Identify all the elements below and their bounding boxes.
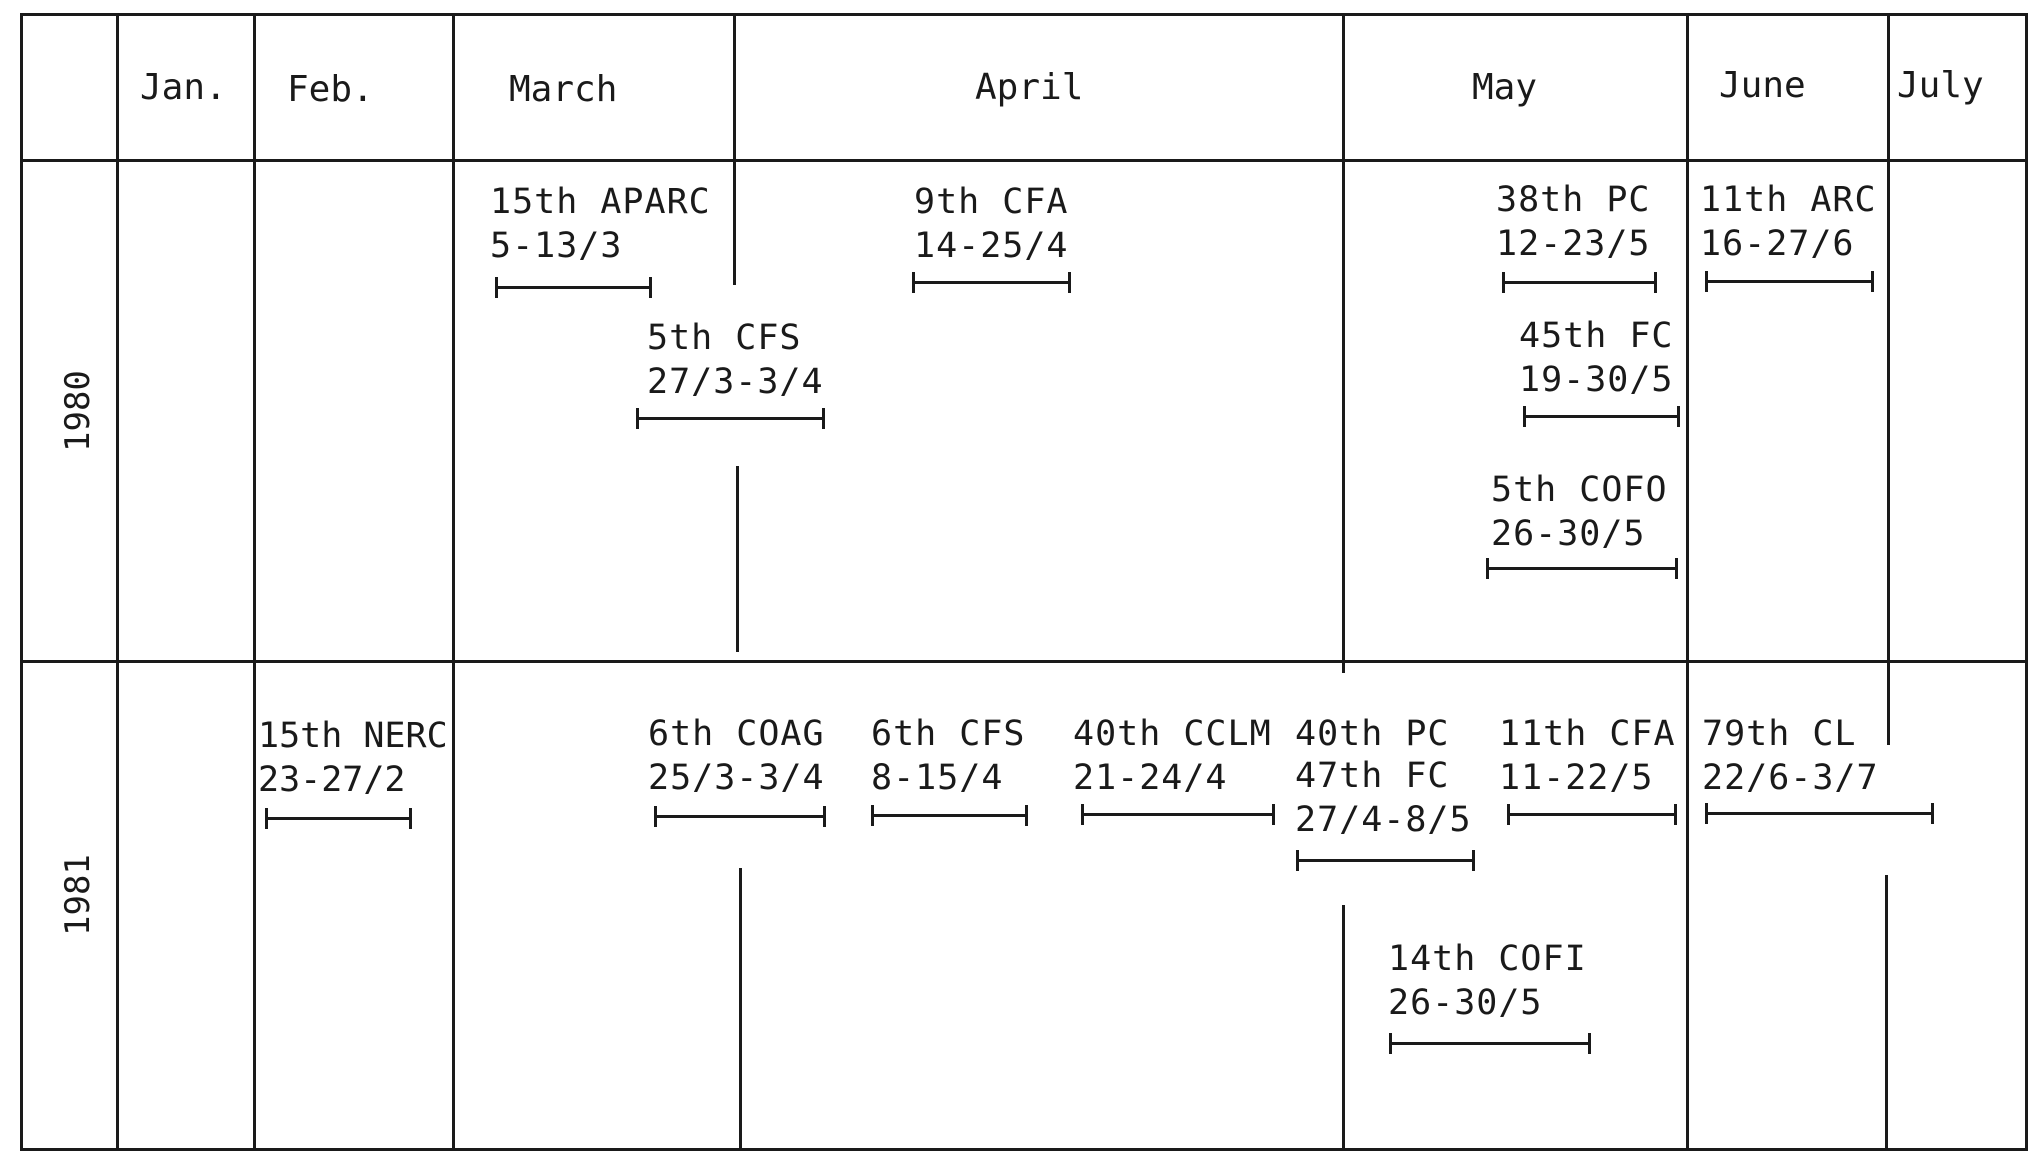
event-15th-nerc bbox=[258, 714, 448, 802]
event-dates: 27/4-8/5 bbox=[1295, 800, 1472, 840]
event-name: 14th COFI bbox=[1388, 939, 1587, 979]
event-dates: 27/3-3/4 bbox=[647, 362, 824, 402]
column-divider-may-june bbox=[1686, 13, 1689, 1151]
event-15th-aparc bbox=[490, 180, 711, 268]
event-duration-bar bbox=[496, 286, 651, 289]
event-duration-bar bbox=[1487, 567, 1677, 570]
event-duration-bar bbox=[913, 281, 1070, 284]
event-dates: 19-30/5 bbox=[1519, 360, 1674, 400]
event-duration-bar bbox=[872, 814, 1027, 817]
frame-right-border bbox=[2025, 13, 2028, 1151]
event-duration-bar bbox=[637, 417, 824, 420]
column-divider-march-april bbox=[733, 13, 736, 285]
month-header-may: May bbox=[1472, 67, 1538, 108]
event-name: 45th FC bbox=[1519, 316, 1674, 356]
column-divider-april-may bbox=[1342, 13, 1345, 673]
frame-left-border bbox=[20, 13, 23, 1151]
event-9th-cfa-1980 bbox=[914, 180, 1069, 268]
event-dates: 26-30/5 bbox=[1491, 514, 1646, 554]
event-6th-coag bbox=[648, 712, 825, 800]
event-11th-arc bbox=[1700, 178, 1877, 266]
event-name: 5th CFS bbox=[647, 318, 802, 358]
event-duration-bar bbox=[1508, 813, 1676, 816]
event-14th-cofi bbox=[1388, 937, 1587, 1025]
event-name: 9th CFA bbox=[914, 182, 1069, 222]
frame-top-border bbox=[20, 13, 2028, 16]
year-label-1981: 1981 bbox=[58, 854, 98, 936]
event-duration-bar bbox=[1390, 1042, 1590, 1045]
column-divider-march-april bbox=[739, 868, 742, 1151]
event-duration-bar bbox=[1297, 859, 1474, 862]
event-name: 40th CCLM bbox=[1073, 714, 1272, 754]
event-45th-fc bbox=[1519, 314, 1674, 402]
event-name: 79th CL bbox=[1702, 714, 1857, 754]
header-divider bbox=[20, 159, 2028, 162]
year-divider bbox=[20, 660, 2028, 663]
event-name: 15th NERC bbox=[258, 716, 448, 756]
column-divider-march-april bbox=[736, 466, 739, 652]
event-11th-cfa-1981 bbox=[1499, 712, 1676, 800]
event-40th-pc-47th-fc bbox=[1295, 712, 1472, 842]
event-name: 6th COAG bbox=[648, 714, 825, 754]
column-divider-year-jan bbox=[116, 13, 119, 1151]
column-divider-june-july bbox=[1885, 875, 1888, 1151]
event-name: 11th ARC bbox=[1700, 180, 1877, 220]
event-name: 5th COFO bbox=[1491, 470, 1668, 510]
year-label-1980: 1980 bbox=[58, 370, 98, 452]
column-divider-jan-feb bbox=[253, 13, 256, 1151]
month-header-march: March bbox=[509, 69, 618, 110]
month-header-feb: Feb. bbox=[287, 69, 374, 110]
event-dates: 11-22/5 bbox=[1499, 758, 1654, 798]
event-dates: 12-23/5 bbox=[1496, 224, 1651, 264]
event-name: 6th CFS bbox=[871, 714, 1026, 754]
event-duration-bar bbox=[655, 815, 825, 818]
frame-bottom-border bbox=[20, 1148, 2028, 1151]
month-header-july: July bbox=[1897, 65, 1984, 106]
event-40th-cclm bbox=[1073, 712, 1272, 800]
event-duration-bar bbox=[1706, 812, 1933, 815]
event-name: 47th FC bbox=[1295, 756, 1450, 796]
event-name: 40th PC bbox=[1295, 714, 1450, 754]
event-5th-cfs-1980 bbox=[647, 316, 824, 404]
month-header-april: April bbox=[975, 67, 1084, 108]
event-name: 38th PC bbox=[1496, 180, 1651, 220]
event-5th-cofo bbox=[1491, 468, 1668, 556]
event-dates: 21-24/4 bbox=[1073, 758, 1228, 798]
event-duration-bar bbox=[266, 817, 411, 820]
event-dates: 5-13/3 bbox=[490, 226, 623, 266]
event-79th-cl bbox=[1702, 712, 1879, 800]
event-duration-bar bbox=[1524, 415, 1679, 418]
event-dates: 16-27/6 bbox=[1700, 224, 1855, 264]
event-name: 15th APARC bbox=[490, 182, 711, 222]
event-38th-pc bbox=[1496, 178, 1651, 266]
event-dates: 23-27/2 bbox=[258, 760, 406, 800]
event-dates: 22/6-3/7 bbox=[1702, 758, 1879, 798]
month-header-jan: Jan. bbox=[140, 67, 227, 108]
event-duration-bar bbox=[1706, 280, 1873, 283]
column-divider-feb-march bbox=[452, 13, 455, 1151]
event-dates: 25/3-3/4 bbox=[648, 758, 825, 798]
event-duration-bar bbox=[1082, 813, 1274, 816]
event-duration-bar bbox=[1503, 281, 1656, 284]
event-dates: 26-30/5 bbox=[1388, 983, 1543, 1023]
event-dates: 8-15/4 bbox=[871, 758, 1004, 798]
column-divider-april-may bbox=[1342, 905, 1345, 1151]
event-dates: 14-25/4 bbox=[914, 226, 1069, 266]
event-6th-cfs-1981 bbox=[871, 712, 1026, 800]
event-name: 11th CFA bbox=[1499, 714, 1676, 754]
column-divider-june-july bbox=[1887, 13, 1890, 745]
month-header-june: June bbox=[1719, 65, 1806, 106]
